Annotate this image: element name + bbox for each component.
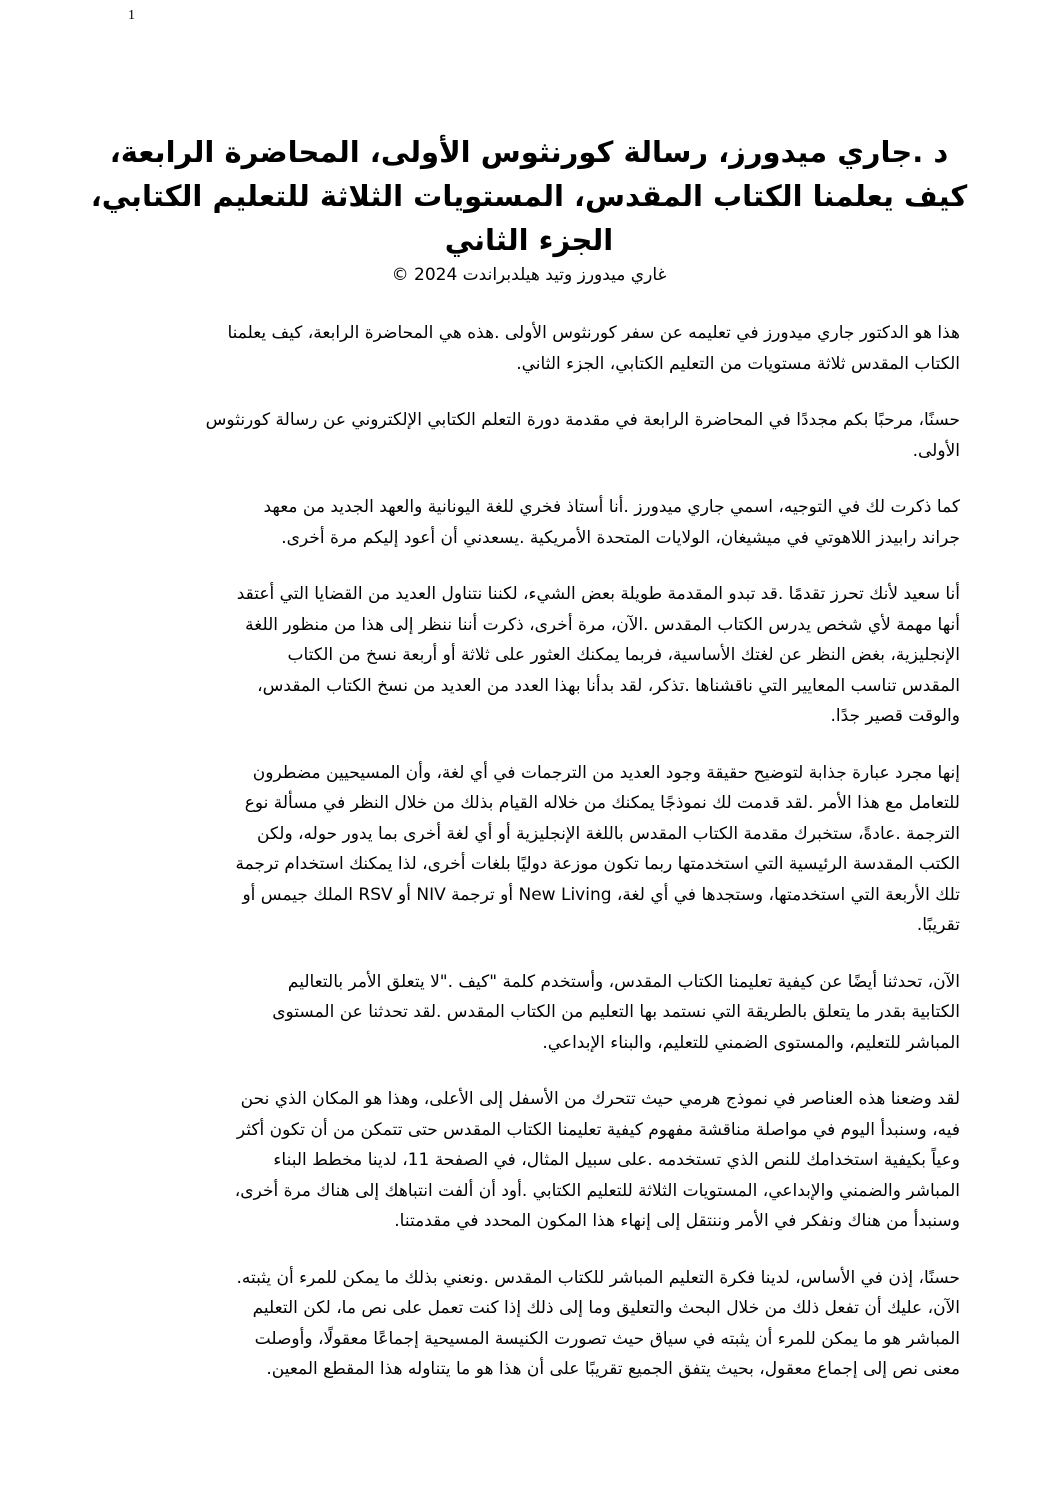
paragraph-line: تقريبًا. bbox=[916, 915, 960, 935]
title-line: كيف يعلمنا الكتاب المقدس، المستويات الثلاثة للتعليم الكتابي، bbox=[90, 179, 968, 213]
paragraph-line: أنها مهمة لأي شخص يدرس الكتاب المقدس .الآن، مرة أخرى، ذكرت أننا ننظر إلى هذا من منظور اللغة bbox=[245, 614, 960, 635]
paragraph-line: وعياً بكيفية استخدامك للنص الذي تستخدمه .على سبيل المثال، في الصفحة 11، لدينا مخطط البناء bbox=[273, 1150, 960, 1170]
paragraph-line: الإنجليزية، بغض النظر عن لغتك الأساسية، فربما يمكنك العثور على ثلاثة أو أربعة نسخ من الكتاب bbox=[287, 645, 960, 665]
paragraph-line: للتعامل مع هذا الأمر .لقد قدمت لك نموذجًا يمكنك من خلاله القيام بذلك من خلال النظر في مسألة نوع bbox=[244, 793, 960, 813]
paragraph-line: حسنًا، إذن في الأساس، لدينا فكرة التعليم المباشر للكتاب المقدس .ونعني بذلك ما يمكن للمرء أن يثبته. bbox=[236, 1267, 960, 1288]
paragraph-line: المباشر للتعليم، والمستوى الضمني للتعليم، والبناء الإبداعي. bbox=[542, 1032, 960, 1053]
page-number: 1 bbox=[128, 8, 135, 23]
paragraph bbox=[100, 318, 960, 379]
paragraph-line: تلك الأربعة التي استخدمتها، وستجدها في أي لغة، New Living أو ترجمة NIV أو RSV الملك جيمس أو bbox=[242, 884, 960, 905]
paragraph-line: الكتابية بقدر ما يتعلق بالطريقة التي نستمد بها التعليم من الكتاب المقدس .لقد تحدثنا عن المستوى bbox=[272, 1002, 960, 1022]
paragraph-line: فيه، وسنبدأ اليوم في مواصلة مناقشة مفهوم كيفية تعليمنا الكتاب المقدس حتى تتمكن من أن تكون أكثر bbox=[236, 1119, 960, 1140]
title-line: الجزء الثاني bbox=[444, 223, 614, 257]
document-title bbox=[29, 130, 1029, 262]
title-line: د .جاري ميدورز، رسالة كورنثوس الأولى، المحاضرة الرابعة، bbox=[109, 135, 949, 169]
paragraph bbox=[100, 492, 960, 553]
paragraph-line: الكتب المقدسة الرئيسية التي استخدمتها ربما تكون موزعة دوليًا بلغات أخرى، لذا يمكنك استخدام ترجمة bbox=[235, 854, 960, 874]
paragraph-line: الأولى. bbox=[912, 440, 960, 461]
paragraph-line: أنا سعيد لأنك تحرز تقدمًا .قد تبدو المقدمة طويلة بعض الشيء، لكننا نتناول العديد من القضايا التي أعتقد bbox=[236, 584, 960, 604]
paragraph-line: وسنبدأ من هناك ونفكر في الأمر وننتقل إلى إنهاء هذا المكون المحدد في مقدمتنا. bbox=[394, 1211, 960, 1231]
paragraph-line: المباشر والضمني والإبداعي، المستويات الثلاثة للتعليم الكتابي .أود أن ألفت انتباهك إلى هناك مرة أخرى، bbox=[234, 1180, 960, 1201]
paragraph-line: الآن، تحدثنا أيضًا عن كيفية تعليمنا الكتاب المقدس، وأستخدم كلمة "كيف ."لا يتعلق الأمر بالتعاليم bbox=[287, 971, 960, 992]
paragraph-line: والوقت قصير جدًا. bbox=[830, 706, 960, 726]
paragraph-line: المقدس تناسب المعايير التي ناقشناها .تذكر، لقد بدأنا بهذا العدد من العديد من نسخ الكتاب المقدس، bbox=[257, 675, 960, 696]
paragraph-line: كما ذكرت لك في التوجيه، اسمي جاري ميدورز .أنا أستاذ فخري للغة اليونانية والعهد الجديد من معهد bbox=[263, 497, 960, 517]
paragraph bbox=[100, 967, 960, 1059]
paragraph-line: حسنًا، مرحبًا بكم مجددًا في المحاضرة الرابعة في مقدمة دورة التعلم الكتابي الإلكتروني عن رسالة كورنثوس bbox=[205, 410, 960, 430]
paragraph-line: المباشر هو ما يمكن للمرء أن يثبته في سياق حيث تصورت الكنيسة المسيحية إجماعًا معقولًا، وأوصلت bbox=[254, 1328, 960, 1349]
paragraph bbox=[100, 405, 960, 466]
paragraph-line: الآن، عليك أن تفعل ذلك من خلال البحث والتعليق وما إلى ذلك إذا كنت تعمل على نص ما، لكن التعليم bbox=[252, 1298, 960, 1318]
paragraph-line: لقد وضعنا هذه العناصر في نموذج هرمي حيث تتحرك من الأسفل إلى الأعلى، وهذا هو المكان الذي نحن bbox=[240, 1089, 960, 1109]
paragraphs bbox=[100, 318, 960, 1385]
paragraph-line: الكتاب المقدس ثلاثة مستويات من التعليم الكتابي، الجزء الثاني. bbox=[516, 353, 960, 374]
paragraph-line: إنها مجرد عبارة جذابة لتوضيح حقيقة وجود العديد من الترجمات في أي لغة، وأن المسيحيين مضطرون bbox=[252, 762, 960, 783]
paragraph-line: الترجمة .عادةً، ستخبرك مقدمة الكتاب المقدس باللغة الإنجليزية أو أي لغة أخرى بما يدور حوله، ولكن bbox=[256, 823, 960, 844]
paragraph-line: معنى نص إلى إجماع معقول، بحيث يتفق الجميع تقريبًا على أن هذا هو ما يتناوله هذا المقطع المعين. bbox=[266, 1359, 960, 1379]
paragraph bbox=[100, 579, 960, 732]
paragraph-line: هذا هو الدكتور جاري ميدورز في تعليمه عن سفر كورنثوس الأولى .هذه هي المحاضرة الرابعة، كيف يعلمنا bbox=[227, 323, 960, 343]
copyright-line: غاري ميدورز وتيد هيلدبراندت 2024 © bbox=[391, 265, 667, 285]
page-body bbox=[29, 130, 1029, 1411]
paragraph bbox=[100, 1263, 960, 1385]
paragraph bbox=[100, 1084, 960, 1237]
paragraph bbox=[100, 758, 960, 941]
paragraph-line: جراند رابيدز اللاهوتي في ميشيغان، الولايات المتحدة الأمريكية .يسعدني أن أعود إليكم مرة أخرى. bbox=[281, 527, 960, 548]
